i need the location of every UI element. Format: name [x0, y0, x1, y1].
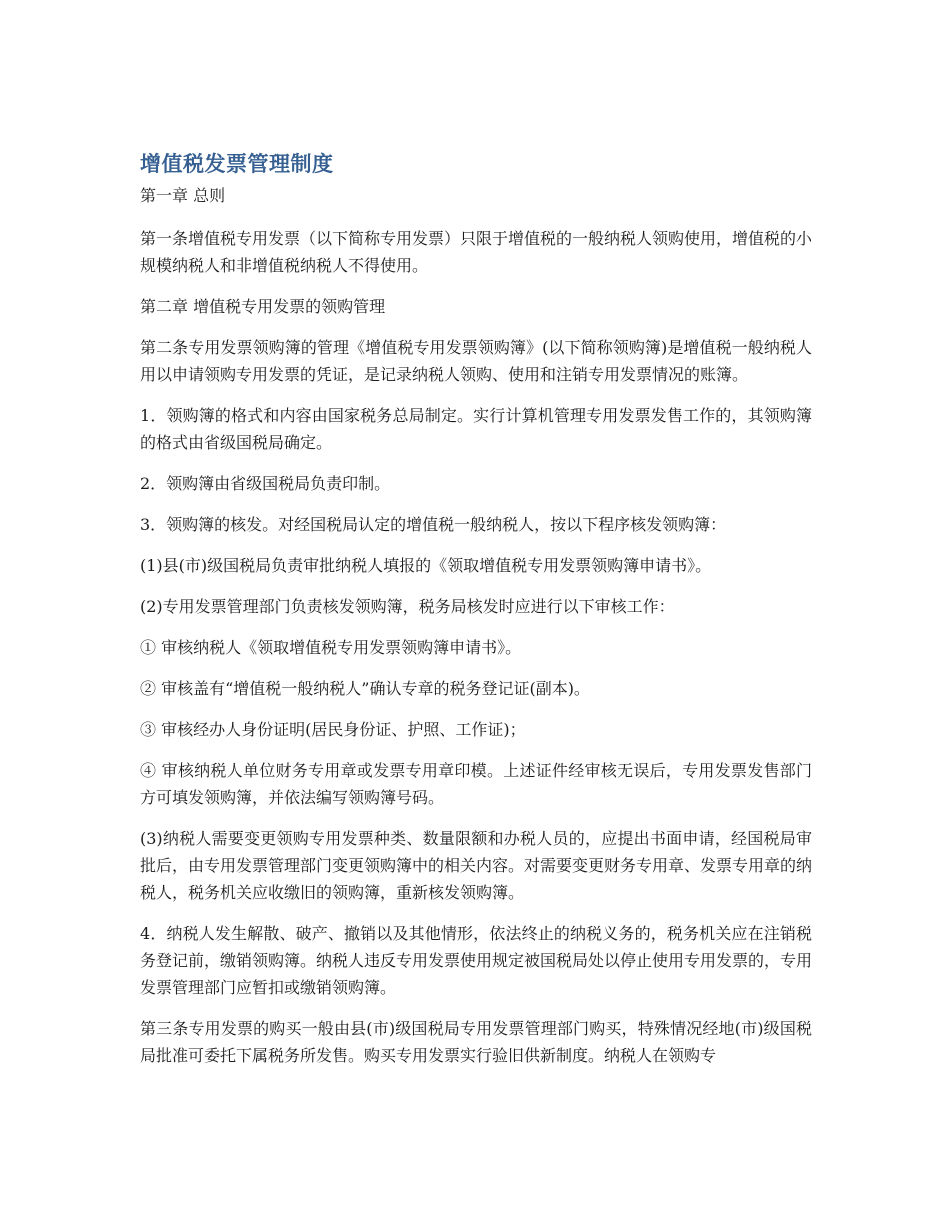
- review-step-2: ② 审核盖有“增值税一般纳税人”确认专章的税务登记证(副本)。: [140, 679, 590, 698]
- review-step-3: ③ 审核经办人身份证明(居民身份证、护照、工作证)；: [140, 720, 526, 739]
- subitem-3: (3)纳税人需要变更领购专用发票种类、数量限额和办税人员的，应提出书面申请，经国税局审批后，由专用发票管理部门变更领购簿中的相关内容。对需要变更财务专用章、发票专用章的纳税人，税务机关应收缴旧的领购簿，重新核发领购簿。: [140, 829, 813, 902]
- article-1: 第一条增值税专用发票（以下简称专用发票）只限于增值税的一般纳税人领购使用，增值税的小规模纳税人和非增值税纳税人不得使用。: [140, 229, 813, 275]
- article-2: 第二条专用发票领购簿的管理《增值税专用发票领购簿》(以下简称领购簿)是增值税一般纳税人用以申请领购专用发票的凭证，是记录纳税人领购、使用和注销专用发票情况的账簿。: [140, 338, 812, 384]
- item-3: 3．领购簿的核发。对经国税局认定的增值税一般纳税人，按以下程序核发领购簿：: [140, 515, 727, 534]
- review-step-1: ① 审核纳税人《领取增值税专用发票领购簿申请书》。: [140, 638, 522, 657]
- subitem-2: (2)专用发票管理部门负责核发领购簿，税务局核发时应进行以下审核工作：: [140, 597, 675, 616]
- item-1: 1．领购簿的格式和内容由国家税务总局制定。实行计算机管理专用发票发售工作的，其领购簿的格式由省级国税局确定。: [140, 406, 812, 452]
- review-step-4: ④ 审核纳税人单位财务专用章或发票专用章印模。上述证件经审核无误后，专用发票发售部门方可填发领购簿，并依法编写领购簿号码。: [140, 761, 812, 807]
- document-title: 增值税发票管理制度: [140, 152, 334, 176]
- chapter-one-heading: 第一章 总则: [140, 186, 226, 205]
- subitem-1: (1)县(市)级国税局负责审批纳税人填报的《领取增值税专用发票领购簿申请书》。: [140, 556, 712, 575]
- item-4: 4．纳税人发生解散、破产、撤销以及其他情形，依法终止的纳税义务的，税务机关应在注销税务登记前，缴销领购簿。纳税人违反专用发票使用规定被国税局处以停止使用专用发票的，专用发票管理部门应暂扣或缴销领购簿。: [140, 924, 813, 997]
- article-3: 第三条专用发票的购买一般由县(市)级国税局专用发票管理部门购买，特殊情况经地(市)级国税局批准可委托下属税务所发售。购买专用发票实行验旧供新制度。纳税人在领购专: [140, 1019, 812, 1065]
- document-page: [140, 148, 812, 1083]
- chapter-two-heading: 第二章 增值税专用发票的领购管理: [140, 297, 386, 316]
- item-2: 2．领购簿由省级国税局负责印制。: [140, 474, 391, 493]
